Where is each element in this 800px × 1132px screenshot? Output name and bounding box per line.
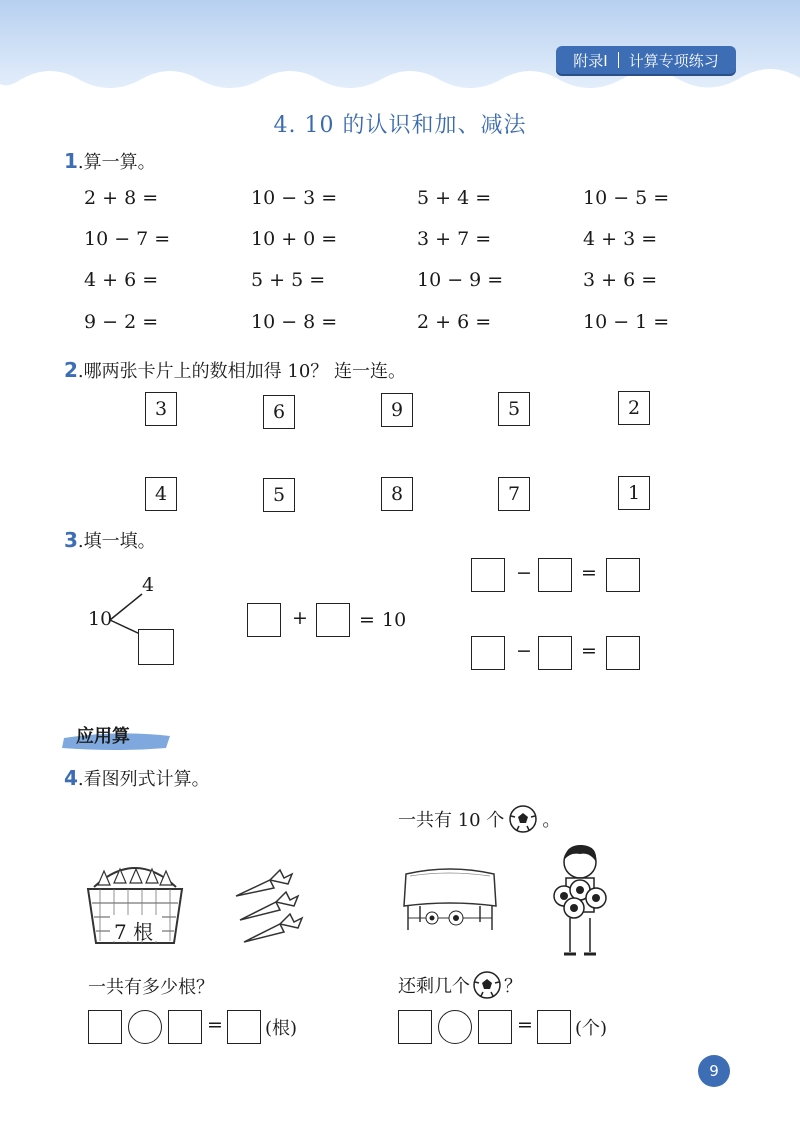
carrots-illustration[interactable] — [230, 858, 310, 944]
number-card[interactable]: 9 — [381, 393, 413, 427]
q3-text: .填一填。 — [77, 531, 156, 552]
header-tag — [556, 46, 736, 74]
answer-box[interactable] — [227, 1010, 261, 1044]
split-part: 4 — [142, 574, 155, 596]
equation: 4 + 3 = — [583, 228, 658, 250]
equation: 10 − 3 = — [251, 187, 338, 209]
answer-box[interactable] — [168, 1010, 202, 1044]
number-card[interactable]: 4 — [145, 477, 177, 511]
equals-sign: = — [359, 609, 375, 631]
q1-number: 1 — [64, 149, 78, 173]
q4-number: 4 — [64, 766, 78, 790]
section-name: 计算专项练习 — [628, 51, 719, 70]
sum-value: 10 — [382, 609, 407, 631]
equation: 10 − 5 = — [583, 187, 670, 209]
appendix-label: 附录Ⅰ — [573, 51, 608, 70]
operator-circle[interactable] — [128, 1010, 162, 1044]
equation: 10 − 1 = — [583, 311, 670, 333]
q3-heading — [64, 527, 156, 553]
q4-text: .看图列式计算。 — [77, 769, 210, 790]
equals-sign: = — [517, 1014, 533, 1036]
equals-sign: = — [581, 562, 597, 584]
equation: 10 − 9 = — [417, 269, 504, 291]
page-number: 9 — [698, 1055, 730, 1087]
soccer-ball-icon — [472, 970, 502, 1000]
number-card[interactable]: 5 — [263, 478, 295, 512]
number-card[interactable]: 3 — [145, 392, 177, 426]
number-card[interactable]: 8 — [381, 477, 413, 511]
total-line — [398, 804, 560, 834]
boy-holding-balls-illustration — [544, 840, 616, 960]
equation: 4 + 6 = — [84, 269, 159, 291]
total-text: 一共有 10 个 — [398, 810, 505, 831]
number-card[interactable]: 1 — [618, 476, 650, 510]
question-right — [398, 970, 522, 1000]
page-title: 4. 10 的认识和加、减法 — [273, 113, 527, 138]
question-mark: ？ — [504, 976, 522, 997]
equation: 2 + 6 = — [417, 311, 492, 333]
section-label: 应用算 — [76, 726, 130, 747]
equation: 3 + 7 = — [417, 228, 492, 250]
answer-box[interactable] — [398, 1010, 432, 1044]
answer-box[interactable] — [471, 636, 505, 670]
answer-box[interactable] — [478, 1010, 512, 1044]
unit-right: (个) — [575, 1018, 608, 1039]
q4-heading — [64, 765, 210, 791]
equation: 2 + 8 = — [84, 187, 159, 209]
total-suffix: 。 — [542, 810, 561, 831]
answer-box[interactable] — [88, 1010, 122, 1044]
question-right-text: 还剩几个 — [398, 976, 470, 997]
q2-number: 2 — [64, 358, 78, 382]
answer-box[interactable] — [537, 1010, 571, 1044]
number-card[interactable]: 2 — [618, 391, 650, 425]
equation: 10 + 0 = — [251, 228, 338, 250]
equation: 9 − 2 = — [84, 311, 159, 333]
equation: 10 − 8 = — [251, 311, 338, 333]
q1-text: .算一算。 — [77, 152, 156, 173]
number-card[interactable]: 5 — [498, 392, 530, 426]
number-card[interactable]: 6 — [263, 395, 295, 429]
answer-box[interactable] — [471, 558, 505, 592]
equation: 5 + 5 = — [251, 269, 326, 291]
q1-heading — [64, 148, 156, 174]
minus-sign: − — [516, 562, 532, 584]
equation: 5 + 4 = — [417, 187, 492, 209]
question-left: 一共有多少根？ — [88, 977, 214, 998]
q2-text: .哪两张卡片上的数相加得 10？ 连一连。 — [77, 361, 406, 382]
plus-sign: + — [292, 607, 308, 629]
equals-sign: = — [581, 640, 597, 662]
answer-box[interactable] — [538, 558, 572, 592]
answer-box[interactable] — [316, 603, 350, 637]
operator-circle[interactable] — [438, 1010, 472, 1044]
answer-box[interactable] — [606, 636, 640, 670]
q2-heading — [64, 357, 406, 383]
equation: 3 + 6 = — [583, 269, 658, 291]
unit-left: (根) — [265, 1018, 298, 1039]
answer-box[interactable] — [247, 603, 281, 637]
answer-box[interactable] — [538, 636, 572, 670]
soccer-ball-icon — [508, 804, 538, 834]
header-separator — [618, 52, 619, 68]
number-card[interactable]: 7 — [498, 477, 530, 511]
answer-box[interactable] — [138, 629, 174, 665]
basket-label: 7 根 — [114, 920, 154, 944]
split-total: 10 — [88, 608, 113, 630]
equals-sign: = — [207, 1014, 223, 1036]
equation: 10 − 7 = — [84, 228, 171, 250]
table-illustration — [398, 860, 502, 934]
answer-box[interactable] — [606, 558, 640, 592]
q3-number: 3 — [64, 528, 78, 552]
minus-sign: − — [516, 640, 532, 662]
